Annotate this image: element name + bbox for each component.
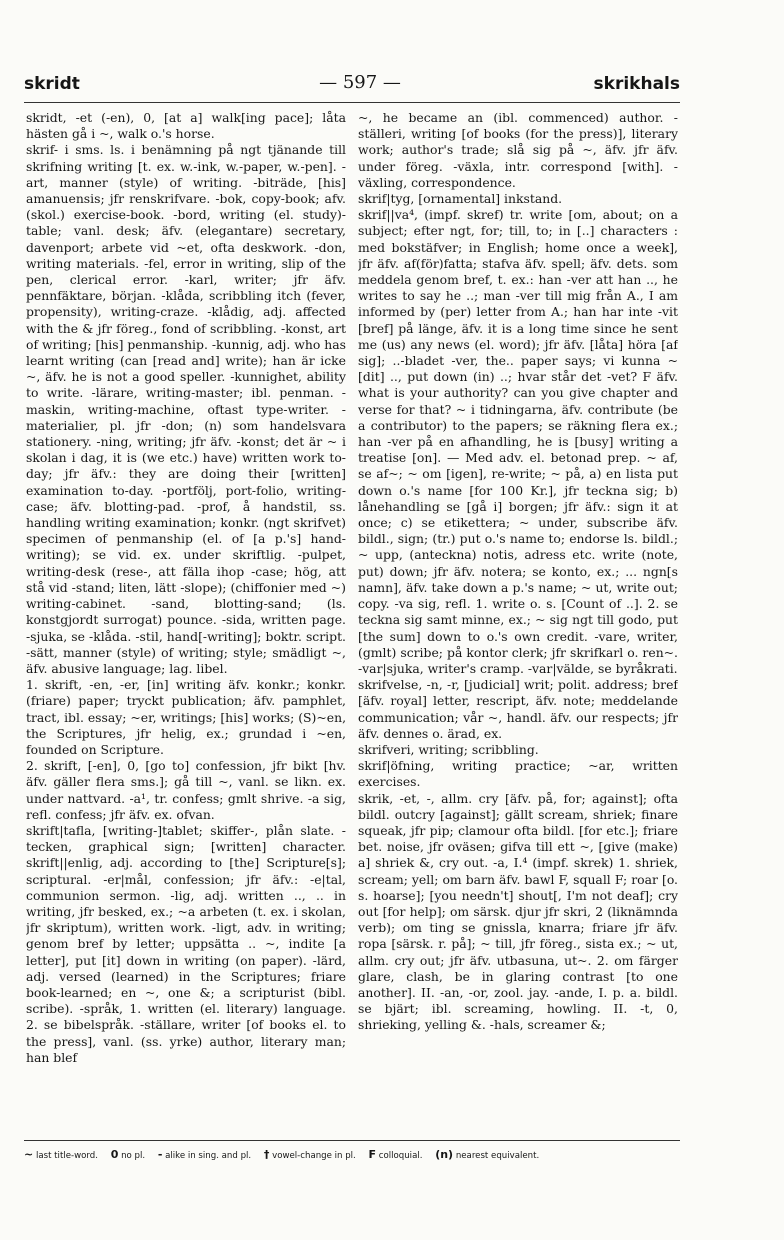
legend-item: F colloquial. — [368, 1148, 423, 1161]
entry-paragraph: skrif||va⁴, (impf. skref) tr. write [om, about; on a subject; efter ngt, for; till, to; in [..] characters : med bokstäfver; in English; home once a week], jfr äfv. af(för)fatta; stafva äfv. spell; äfv. dets. som meddela genom bref, t. ex.: han -ver att han .., he writes to say he ..; man -ver till mig från A., I am informed by (per) letter from A.; han har inte -vit [bref] på länge, äfv. it is a long time since he sent me (us) any news (el. word); jfr äfv. [låta] höra [af sig]; ..-bladet -ver, the.. paper says; vi kunna ~ [dit] .., put down (in) ..; hvar står det -vet? F äfv. what is your authority? can you give chapter and verse for that? ~ i tidningarna, äfv. contribute (be a contributor) to the papers; se räkning flera ex.; han -ver på en afhandling, he is [busy] writing a treatise [on]. — Med adv. el. betonad prep. ~ af, se af~; ~ om [igen], re-write; ~ på, a) en lista put down o.'s name [for 100 Kr.], jfr teckna sig; b) lånehandling se [gå i] borgen; jfr äfv.: sign it at once; c) se etikettera; ~ under, subscribe äfv. bildl., sign; (tr.) put o.'s name to; endorse ls. bildl.; ~ upp, (anteckna) notis, adress etc. write (note, put) down; jfr äfv. notera; se konto, ex.; ... ngn[s namn], äfv. take down a p.'s name; ~ ut, write out; copy. -va sig, refl. 1. write o. s. [Count of ..]. 2. se teckna sig samt minne, ex.; ~ sig ngt till godo, put [the sum] down to o.'s own credit. -vare, writer, (gmlt) scribe; på kontor clerk; jfr skrifkarl o. ren~. -var|sjuka, writer's cramp. -var|välde, se byråkrati. — [358, 207, 678, 676]
abbreviation-legend — [24, 1148, 680, 1166]
footer-rule — [24, 1140, 680, 1141]
legend-item: ~ last title-word. — [24, 1148, 98, 1161]
right-guide-word: skrikhals — [593, 74, 680, 94]
entry-paragraph: 2. skrift, [-en], 0, [go to] confession, jfr bikt [hv. äfv. gäller flera sms.]; gå till ~, vanl. se likn. ex. under nattvard. -a¹, tr. confess; gmlt shrive. -a sig, refl. confess; jfr äfv. ex. ofvan. — [26, 758, 346, 822]
page-header — [24, 74, 680, 100]
entry-paragraph: 1. skrift, -en, -er, [in] writing äfv. konkr.; konkr. (friare) paper; tryckt publication; äfv. pamphlet, tract, ibl. essay; ~er, writings; [his] works; (S)~en, the Scriptures, jfr helig, ex.; grundad i ~en, founded on Scripture. — [26, 677, 346, 757]
header-rule — [24, 102, 680, 103]
legend-item: † vowel-change in pl. — [263, 1148, 356, 1161]
legend-item: 0 no pl. — [110, 1148, 146, 1161]
entry-paragraph: skridt, -et (-en), 0, [at a] walk[ing pace]; låta hästen gå i ~, walk o.'s horse. — [26, 110, 346, 142]
entry-paragraph: skrifveri, writing; scribbling. — [358, 741, 539, 757]
entry-paragraph: skrif|öfning, writing practice; ~ar, written exercises. — [358, 758, 678, 790]
entry-paragraph: skrifvelse, -n, -r, [judicial] writ; polit. address; bref [äfv. royal] letter, rescript, äfv. note; meddelande communication; vår ~, handl. äfv. our respects; jfr äfv. dennes o. ärad, ex. — [358, 677, 678, 741]
entry-paragraph: skrik, -et, -, allm. cry [äfv. på, for; against]; ofta bildl. outcry [against]; gällt scream, shriek; finare squeak, jfr pip; clamour ofta bildl. [for etc.]; friare bet. noise, jfr oväsen; gifva till ett ~, [give (make) a] shriek &, cry out. -a, I.⁴ (impf. skrek) 1. shriek, scream; yell; om barn äfv. bawl F, squall F; roar [o. s. hoarse]; [you needn't] shout[, I'm not deaf]; cry out [for help]; om särsk. djur jfr skri, 2 (liknämnda verb); om ting se gnissla, knarra; friare jfr äfv. ropa [särsk. r. på]; ~ till, jfr föreg., sista ex.; ~ ut, allm. cry out; jfr äfv. utbasuna, ut~. 2. om färger glare, clash, be in glaring contrast [to one another]. II. -an, -or, zool. jay. -ande, I. p. a. bildl. se bjärt; ibl. screaming, howling. II. -t, 0, shrieking, yelling &. -hals, screamer &; — [358, 790, 678, 1033]
left-guide-word: skridt — [24, 74, 80, 94]
page-number: — 597 — — [319, 72, 401, 93]
right-column — [358, 110, 678, 1140]
entry-paragraph: skrift|tafla, [writing-]tablet; skiffer-, plån slate. -tecken, graphical sign; [written] character. skrift||enlig, adj. according to [the] Scripture[s]; scriptural. -er|mål, confession; jfr äfv.: -e|tal, communion sermon. -lig, adj. written .., .. in writing, jfr besked, ex.; ~a arbeten (t. ex. i skolan, jfr skriptum), written work. -ligt, adv. in writing; genom bref by letter; uppsätta .. ~, indite [a letter], put [it] down in writing (on paper). -lärd, adj. versed (learned) in the Scriptures; friare book-learned; en ~, one &; a scripturist (bibl. scribe). -språk, 1. written (el. literary) language. 2. se bibelspråk. -ställare, writer [of books el. to the press], vanl. (ss. yrke) author, literary man; han blef — [26, 822, 346, 1065]
legend-item: - alike in sing. and pl. — [157, 1148, 252, 1161]
entry-paragraph: skrif|tyg, [ornamental] inkstand. — [358, 191, 563, 207]
entry-paragraph: skrif- i sms. ls. i benämning på ngt tjänande till skrifning writing [t. ex. w.-ink, w.-paper, w.-pen]. -art, manner (style) of writing. -biträde, [his] amanuensis; jfr renskrifvare. -bok, copy-book; afv. (skol.) exercise-book. -bord, writing (el. study)-table; vanl. desk; äfv. (elegantare) secretary, davenport; arbete vid ~et, ofta deskwork. -don, writing materials. -fel, error in writing, slip of the pen, clerical error. -karl, writer; jfr äfv. pennfäktare, början. -klåda, scribbling itch (fever, propensity), writing-craze. -klådig, adj. affected with the & jfr föreg., fond of scribbling. -konst, art of writing; [his] penmanship. -kunnig, adj. who has learnt writing (can [read and] write); han är icke ~, äfv. he is not a good speller. -kunnighet, ability to write. -lärare, writing-master; ibl. penman. -maskin, writing-machine, oftast type-writer. -materialier, pl. jfr -don; (n) som handelsvara stationery. -ning, writing; jfr äfv. -konst; det är ~ i skolan i dag, it is (we etc.) have) written work to-day; jfr äfv.: they are doing their [written] examination to-day. -portfölj, port-folio, writing-case; äfv. blotting-pad. -prof, å handstil, ss. handling writing examination; konkr. (ngt skrifvet) specimen of penmanship (el. of [a p.'s] hand-writing); se vid. ex. under skriftlig. -pulpet, writing-desk (rese-, att fälla ihop -case; hög, att stå vid -stand; liten, lätt -slope); (chiffonier med ~) writing-cabinet. -sand, blotting-sand; (ls. konstgjordt surrogat) pounce. -sida, written page. -sjuka, se -klåda. -stil, hand[-writing]; boktr. script. -sätt, manner (style) of writing; style; smädligt ~, äfv. abusive language; lag. libel. — [26, 142, 346, 676]
entry-paragraph: ~, he became an (ibl. commenced) author. -ställeri, writing [of books (for the press)], literary work; author's trade; slå sig på ~, äfv. jfr äfv. under föreg. -växla, intr. correspond [with]. -växling, correspondence. — [358, 110, 678, 190]
left-column — [26, 110, 346, 1140]
legend-item: (n) nearest equivalent. — [435, 1148, 540, 1161]
